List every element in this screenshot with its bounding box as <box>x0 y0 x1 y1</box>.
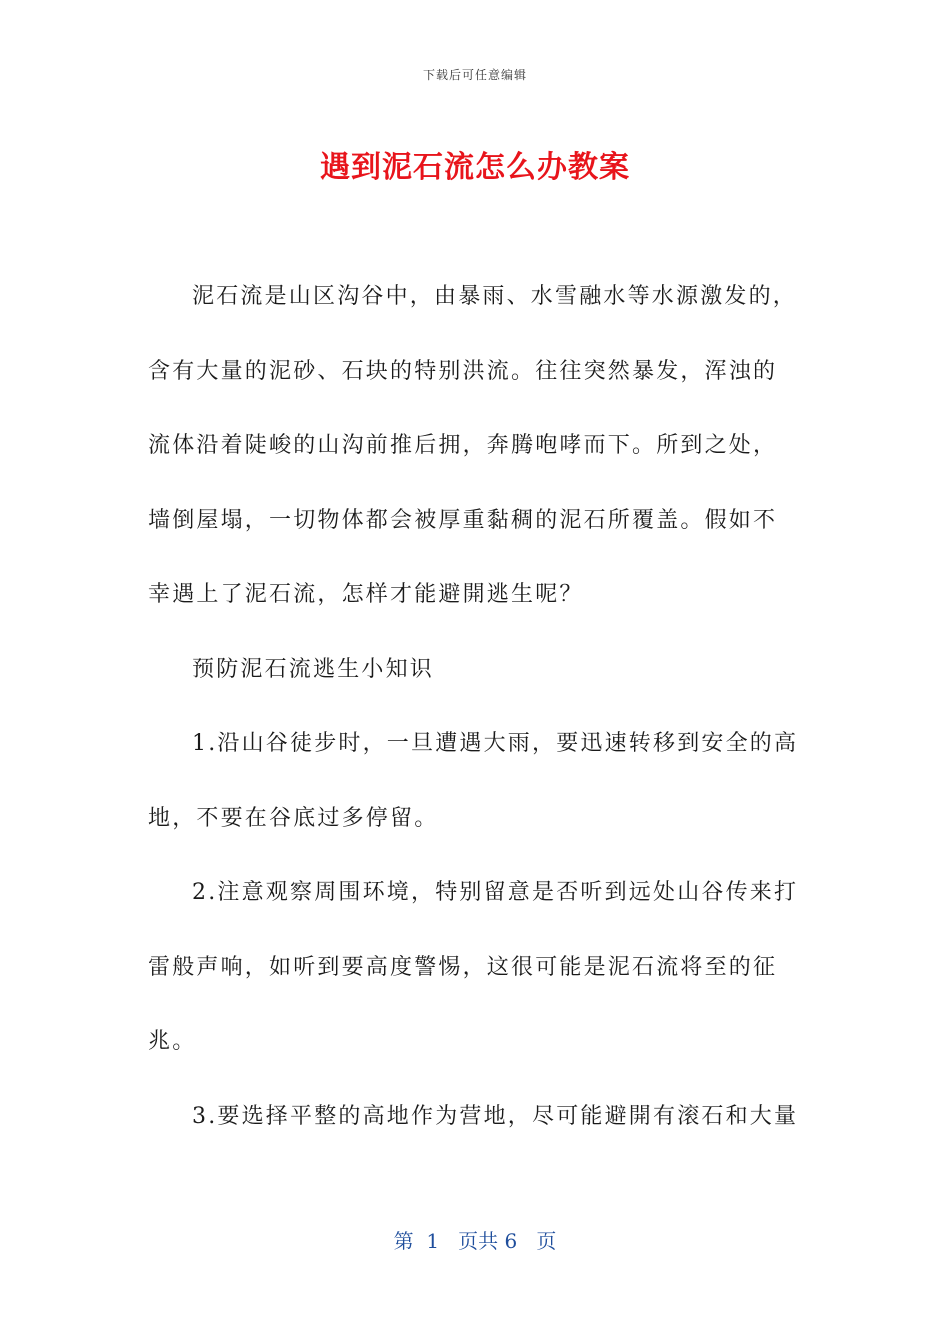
paragraph-intro: 泥石流是山区沟谷中，由暴雨、水雪融水等水源激发的，含有大量的泥砂、石块的特别洪流。往往突然暴发，浑浊的流体沿着陡峻的山沟前推后拥，奔腾咆哮而下。所到之处，墙倒屋塌，一切物体都会被厚重黏稠的泥石所覆盖。假如不幸遇上了泥石流，怎样才能避開逃生呢？ <box>148 284 798 607</box>
document-title: 遇到泥石流怎么办教案 <box>320 150 630 185</box>
paragraph-tip-2: 2.注意观察周围环境，特别留意是否听到远处山谷传来打雷般声响，如听到要高度警惕，这很可能是泥石流将至的征兆。 <box>148 880 799 1054</box>
paragraph-tip-3: 3.要选择平整的高地作为营地，尽可能避開有滚石和大量 <box>192 1104 799 1129</box>
paragraph-tip-1: 1.沿山谷徒步时，一旦遭遇大雨，要迅速转移到安全的高地，不要在谷底过多停留。 <box>148 731 799 831</box>
header-note: 下载后可任意编辑 <box>422 68 527 82</box>
page-number: 第 1 页共 6 页 <box>393 1229 557 1253</box>
body-text <box>148 260 800 1080</box>
paragraph-subheading: 预防泥石流逃生小知识 <box>192 656 435 682</box>
body-text-continued <box>148 1080 800 1155</box>
